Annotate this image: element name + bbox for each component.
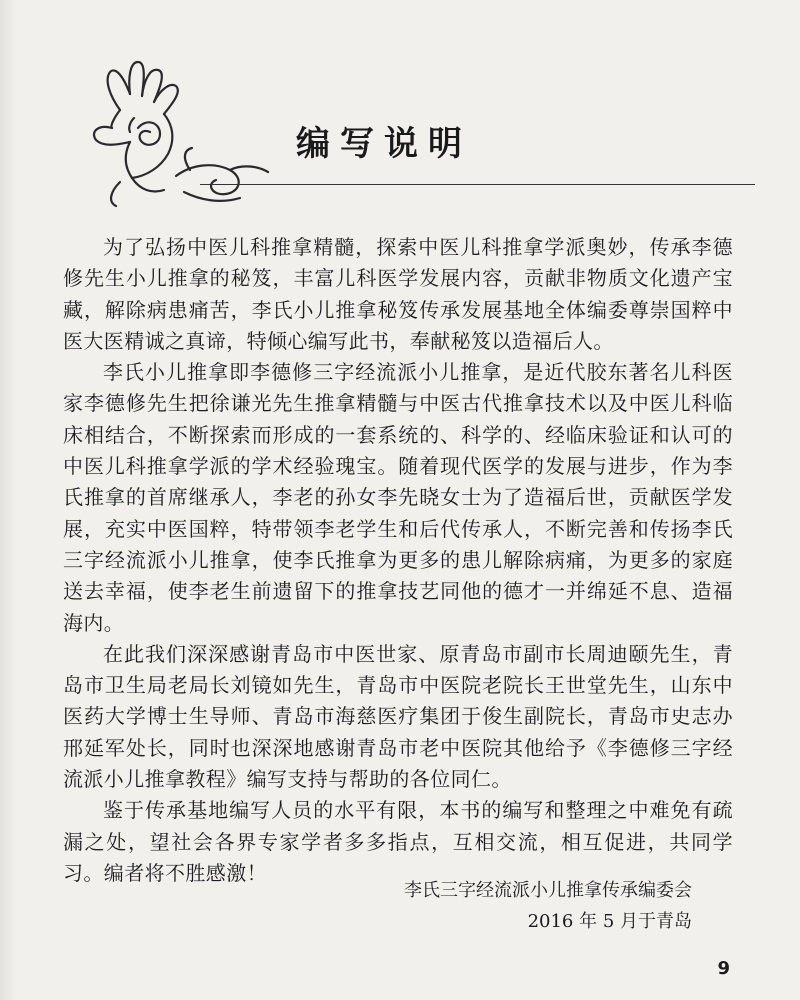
open-hand-with-swirl-icon xyxy=(80,58,310,208)
paragraph-3: 在此我们深深感谢青岛市中医世家、原青岛市副市长周迪颐先生，青岛市卫生局老局长刘镜如先生，青岛市中医院老院长王世堂先生，山东中医药大学博士生导师、青岛市海慈医疗集团于俊生副院长，青岛市史志办邢延军处长，同时也深深地感谢青岛市老中医院其他给予《李德修三字经流派小儿推拿教程》编写支持与帮助的各位同仁。 xyxy=(63,641,733,792)
signature-date: 2016 年 5 月于青岛 xyxy=(527,911,692,932)
paragraph-2: 李氏小儿推拿即李德修三字经流派小儿推拿，是近代胶东著名儿科医家李德修先生把徐谦光先生推拿精髓与中医古代推拿技术以及中医儿科临床相结合，不断探索而形成的一套系统的、科学的、经临床验证和认可的中医儿科推拿学派的学术经验瑰宝。随着现代医学的发展与进步，作为李氏推拿的首席继承人，李老的孙女李先晓女士为了造福后世，贡献医学发展，充实中医国粹，特带领李老学生和后代传承人，不断完善和传扬李氏三字经流派小儿推拿，使李氏推拿为更多的患儿解除病痛，为更多的家庭送去幸福，使李老生前遗留下的推拿技艺同他的德才一并绵延不息、造福海内。 xyxy=(63,360,733,635)
body-text xyxy=(63,232,733,889)
title-underline xyxy=(200,184,755,185)
signature-org: 李氏三字经流派小儿推拿传承编委会 xyxy=(404,880,692,901)
chapter-header xyxy=(60,58,750,208)
signature-block xyxy=(404,875,692,937)
page-title: 编写说明 xyxy=(296,124,472,164)
page-number: 9 xyxy=(717,958,730,979)
paragraph-1: 为了弘扬中医儿科推拿精髓，探索中医儿科推拿学派奥妙，传承李德修先生小儿推拿的秘笈，丰富儿科医学发展内容，贡献非物质文化遗产宝藏，解除病患痛苦，李氏小儿推拿秘笈传承发展基地全体编委尊崇国粹中医大医精诚之真谛，特倾心编写此书，奉献秘笈以造福后人。 xyxy=(63,235,733,353)
paragraph-4: 鉴于传承基地编写人员的水平有限，本书的编写和整理之中难免有疏漏之处，望社会各界专家学者多多指点，互相交流，相互促进，共同学习。编者将不胜感激！ xyxy=(63,798,733,885)
